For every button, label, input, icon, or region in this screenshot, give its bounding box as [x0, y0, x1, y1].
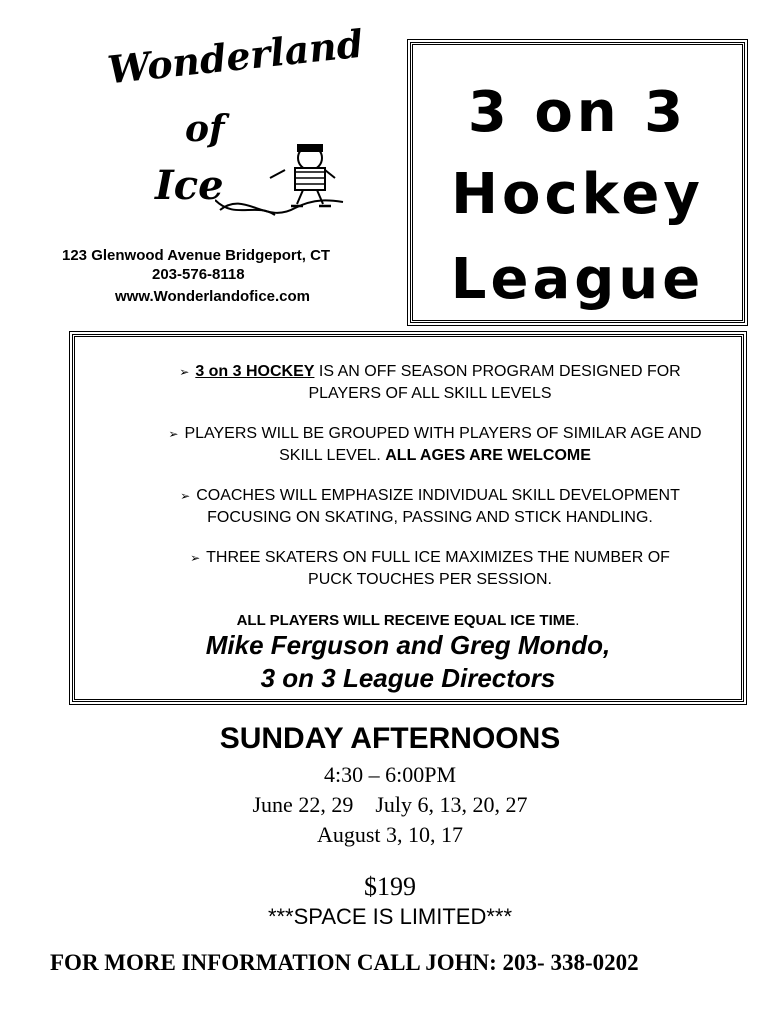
- bullet-text-line2: FOCUSING ON SKATING, PASSING AND STICK HANDLING.: [207, 509, 653, 526]
- bullet-emphasis: ALL AGES ARE WELCOME: [385, 447, 591, 464]
- bullet-text: THREE SKATERS ON FULL ICE MAXIMIZES THE NUMBER OF: [206, 549, 670, 566]
- address-phone: 203-576-8118: [152, 266, 245, 283]
- league-directors: [75, 629, 741, 695]
- equal-ice-time-note: [75, 612, 741, 629]
- director-names: Mike Ferguson and Greg Mondo,: [205, 630, 611, 660]
- director-role: 3 on 3 League Directors: [260, 663, 556, 693]
- wonderland-of-ice-logo: [95, 20, 366, 245]
- bullet-text: IS AN OFF SEASON PROGRAM DESIGNED FOR: [314, 363, 681, 380]
- schedule-time: 4:30 – 6:00PM: [323, 762, 457, 787]
- title-line-2: Hockey: [451, 162, 704, 227]
- bullet-lead: 3 on 3 HOCKEY: [195, 363, 315, 380]
- contact-info: FOR MORE INFORMATION CALL JOHN: 203- 338-0202: [50, 950, 639, 975]
- bullet-text: PLAYERS WILL BE GROUPED WITH PLAYERS OF SIMILAR AGE AND: [184, 425, 702, 442]
- program-details-box: [72, 334, 744, 702]
- bullet-grouping: [115, 423, 755, 466]
- bullet-skaters: [115, 547, 745, 590]
- space-limited-note: ***SPACE IS LIMITED***: [267, 904, 513, 929]
- schedule-dates-august: August 3, 10, 17: [316, 822, 464, 847]
- address-website: www.Wonderlandofice.com: [115, 288, 311, 305]
- address-street: 123 Glenwood Avenue Bridgeport, CT: [62, 247, 331, 264]
- bullet-arrow-icon: ➢: [190, 551, 201, 565]
- bullet-program-description: [115, 361, 745, 404]
- schedule-dates-june-july: June 22, 29 July 6, 13, 20, 27: [252, 792, 528, 817]
- schedule-heading: SUNDAY AFTERNOONS: [219, 722, 561, 755]
- bullet-arrow-icon: ➢: [168, 427, 179, 441]
- equal-ice-text: ALL PLAYERS WILL RECEIVE EQUAL ICE TIME: [236, 612, 576, 629]
- price: $199: [364, 872, 416, 901]
- logo-wordmark-ice: Ice: [155, 162, 224, 209]
- logo-wordmark-wonderland: Wonderland: [105, 20, 366, 93]
- bullet-arrow-icon: ➢: [180, 489, 191, 503]
- bullet-coaching: [115, 485, 745, 528]
- skater-mascot-icon: [215, 130, 345, 230]
- bullet-text-line2: SKILL LEVEL.: [279, 447, 386, 464]
- title-line-1: 3 on 3: [467, 80, 688, 145]
- equal-ice-period: .: [575, 612, 580, 629]
- title-box: [410, 42, 745, 323]
- bullet-text-line2: PUCK TOUCHES PER SESSION.: [308, 571, 552, 588]
- bullet-text-line2: PLAYERS OF ALL SKILL LEVELS: [308, 385, 552, 402]
- bullet-arrow-icon: ➢: [179, 365, 190, 379]
- bullet-text: COACHES WILL EMPHASIZE INDIVIDUAL SKILL DEVELOPMENT: [196, 487, 680, 504]
- title-line-3: League: [450, 247, 705, 312]
- logo-wordmark-of: of: [185, 108, 225, 150]
